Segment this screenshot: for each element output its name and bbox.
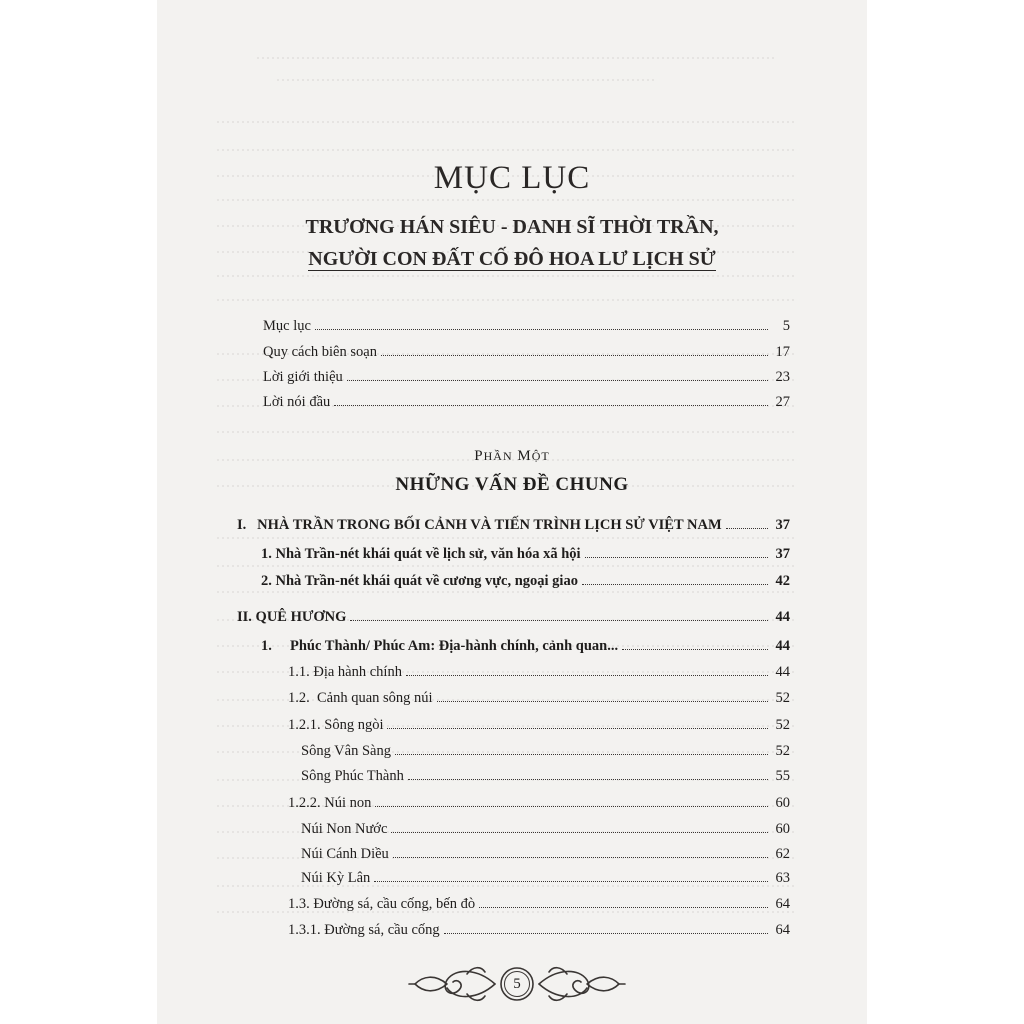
toc-entry-1-3[interactable] [288,893,790,913]
part-title: NHỮNG VẤN ĐỀ CHUNG [395,474,629,495]
toc-entry-label: Mục lục [263,318,311,334]
toc-entry-label: Lời nói đầu [263,394,331,410]
toc-entry-page: 44 [775,664,790,680]
toc-entry-page: 63 [775,870,790,886]
leader-dots [726,528,768,529]
toc-entry-2-cuong-vuc[interactable] [261,570,790,590]
leader-dots [334,405,768,406]
toc-entry-page: 52 [775,743,790,759]
book-subtitle-line-1: TRƯƠNG HÁN SIÊU - DANH SĨ THỜI TRẦN, [305,216,719,238]
leader-dots [585,557,768,558]
toc-entry-1-lich-su[interactable] [261,543,790,563]
toc-entry-page: 64 [775,922,790,938]
toc-entry-section-ii[interactable] [237,606,790,626]
toc-entry-muc-luc[interactable] [263,315,790,335]
toc-entry-loi-noi-dau[interactable] [263,391,790,411]
toc-entry-1-2-2[interactable] [288,792,790,812]
leader-dots [375,806,768,807]
toc-entry-loi-gioi-thieu[interactable] [263,366,790,386]
leader-dots [444,933,768,934]
toc-entry-page: 27 [775,394,790,410]
toc-entry-page: 55 [775,768,790,784]
toc-entry-section-i[interactable] [237,514,790,534]
part-label-small-1: HẦN [483,449,513,463]
toc-entry-nui-canh-dieu[interactable] [301,843,790,863]
toc-entry-page: 64 [775,896,790,912]
leader-dots [479,907,768,908]
part-label-initial-1: P [474,448,484,464]
toc-entry-label: I. NHÀ TRẦN TRONG BỐI CẢNH VÀ TIẾN TRÌNH LỊCH SỬ VIỆT NAM [237,517,722,533]
toc-entry-nui-ky-lan[interactable] [301,867,790,887]
toc-entry-label: Núi Kỳ Lân [301,870,371,886]
toc-entry-page: 44 [775,609,790,625]
toc-entry-page: 17 [775,344,790,360]
toc-entry-1-phuc-thanh[interactable] [261,635,790,655]
part-label-initial-2: M [517,448,532,464]
leader-dots [408,779,768,780]
page-title: MỤC LỤC [433,160,591,196]
leader-dots [395,754,768,755]
leader-dots [350,620,768,621]
leader-dots [381,355,768,356]
part-label-small-2: ỘT [531,449,550,463]
book-subtitle-line-2-text: NGƯỜI CON ĐẤT CỐ ĐÔ HOA LƯ LỊCH SỬ [308,248,716,270]
leader-dots [406,675,768,676]
toc-entry-label: 2. Nhà Trần-nét khái quát về cương vực, ngoại giao [261,573,578,589]
toc-entry-nui-non-nuoc[interactable] [301,818,790,838]
toc-entry-label: 1.2. Cảnh quan sông núi [288,690,433,706]
toc-entry-page: 37 [775,546,790,562]
toc-entry-page: 23 [775,369,790,385]
toc-entry-label: Núi Cánh Diều [301,846,389,862]
leader-dots [622,649,768,650]
toc-entry-label: 1.1. Địa hành chính [288,664,402,680]
toc-entry-label: Lời giới thiệu [263,369,343,385]
toc-entry-page: 42 [775,573,790,589]
leader-dots [315,329,768,330]
toc-entry-page: 52 [775,690,790,706]
leader-dots [391,832,768,833]
toc-entry-page: 62 [775,846,790,862]
toc-entry-1-3-1[interactable] [288,919,790,939]
leader-dots [437,701,768,702]
leader-dots [582,584,768,585]
toc-entry-label: Núi Non Nước [301,821,388,837]
toc-entry-song-phuc-thanh[interactable] [301,765,790,785]
toc-entry-1-2[interactable] [288,687,790,707]
toc-entry-label: Quy cách biên soạn [263,344,377,360]
toc-entry-1-2-1[interactable] [288,714,790,734]
leader-dots [387,728,768,729]
leader-dots [374,881,768,882]
toc-entry-label: 1.3.1. Đường sá, cầu cống [288,922,440,938]
leader-dots [347,380,768,381]
toc-entry-label: Sông Vân Sàng [301,743,391,759]
toc-entry-label: 1. Nhà Trần-nét khái quát về lịch sử, văn hóa xã hội [261,546,581,562]
toc-entry-label: 1. Phúc Thành/ Phúc Am: Địa-hành chính, cảnh quan... [261,638,619,654]
toc-entry-label: 1.3. Đường sá, cầu cống, bến đò [288,896,476,912]
part-label [157,448,867,465]
toc-entry-label: II. QUÊ HƯƠNG [237,609,347,625]
toc-entry-label: 1.2.2. Núi non [288,795,372,811]
toc-entry-label: 1.2.1. Sông ngòi [288,717,384,733]
toc-entry-page: 60 [775,795,790,811]
toc-entry-1-1[interactable] [288,661,790,681]
toc-entry-page: 44 [775,638,790,654]
toc-entry-page: 37 [775,517,790,533]
toc-entry-page: 52 [775,717,790,733]
table-of-contents [157,0,867,1024]
toc-entry-page: 5 [782,318,790,334]
page-number: 5 [513,976,521,992]
toc-entry-song-van-sang[interactable] [301,740,790,760]
toc-entry-quy-cach[interactable] [263,341,790,361]
toc-entry-label: Sông Phúc Thành [301,768,404,784]
leader-dots [393,857,768,858]
toc-entry-page: 60 [775,821,790,837]
book-page [157,0,867,1024]
